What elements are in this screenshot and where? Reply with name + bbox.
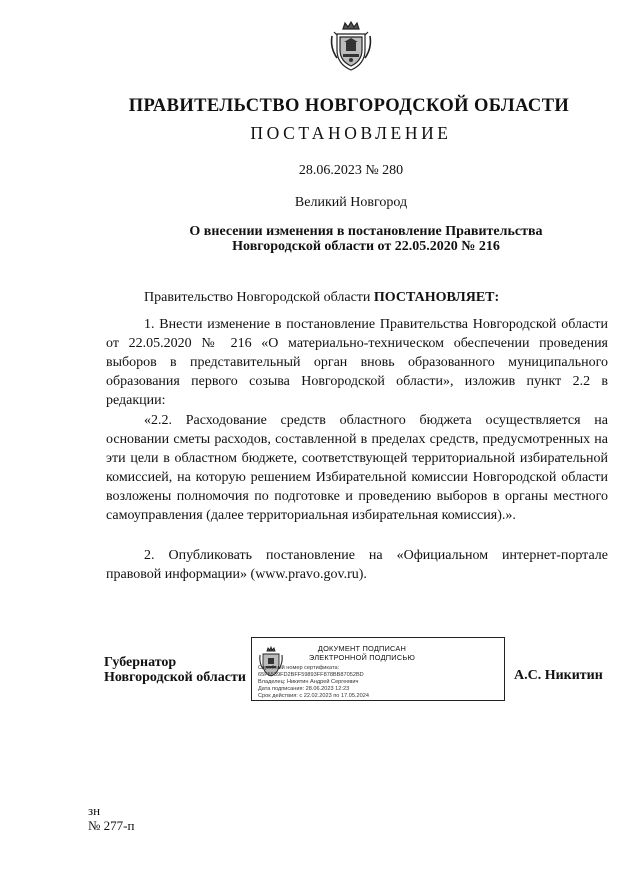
footer-initials: зн [88,803,101,818]
document-date-number: 28.06.2023 № 280 [298,163,404,178]
stamp-heading [292,644,432,662]
item-2-text: 2. Опубликовать постановление на «Официальном интернет-портале правовой информации» (www.pravo.gov.ru). [106,548,608,582]
stamp-validity: Срок действия: с 22.02.2023 по 17.05.2024 [258,693,369,699]
footer-number: № 277-п [88,818,135,833]
signatory-position-line-1: Губернатор [104,655,177,670]
footer-registration [88,803,134,833]
document-city: Великий Новгород [294,195,408,210]
stamp-heading-line-1: ДОКУМЕНТ ПОДПИСАН [317,644,407,653]
subject-line-2: Новгородской области от 22.05.2020 № 216 [232,239,500,254]
stamp-owner: Владелец: Никитин Андрей Сергеевич [258,679,359,685]
coat-of-arms-icon [329,20,373,72]
electronic-signature-stamp [251,637,505,701]
intro-text: Правительство Новгородской области [144,290,374,305]
stamp-signed-date: Дата подписания: 28.06.2023 12:23 [258,686,350,692]
signer-name: А.С. Никитин [514,668,603,683]
document-subject [0,224,640,254]
item-1-paragraph [106,315,608,410]
stamp-cert-label: Серийный номер сертификата: [258,665,340,671]
item-1-text: 1. Внести изменение в постановление Правительства Новгородской области от 22.05.2020 № 216 «О материально-техническом обеспечении проведения выборов в представительный орган вновь образованного муниципального образования первого созыва Новгородской области», изложив пункт 2.2 в редакции: [106,317,608,408]
signatory-position-line-2: Новгородской области [104,670,246,685]
stamp-heading-line-2: ЭЛЕКТРОННОЙ ПОДПИСЬЮ [308,653,416,662]
stamp-cert-number: 65F5539FD2BFF59893FF878BB87052BD [258,672,364,678]
item-1-quote-paragraph [106,411,608,525]
item-2-paragraph [106,546,608,584]
subject-line-1: О внесении изменения в постановление Правительства [189,224,543,239]
intro-paragraph [106,288,608,307]
government-title: ПРАВИТЕЛЬСТВО НОВГОРОДСКОЙ ОБЛАСТИ [128,96,570,116]
document-type: ПОСТАНОВЛЕНИЕ [250,123,452,143]
intro-resolves: ПОСТАНОВЛЯЕТ: [373,290,500,305]
item-1-quote-text: «2.2. Расходование средств областного бюджета осуществляется на основании сметы расходов, составленной в пределах средств, предусмотренных на эти цели в областном бюджете, соответствующей территориальной избирательной комиссией, на которую решением Избирательной комиссии Новгородской области возложены полномочия по подготовке и проведению выборов в органы местного самоуправления (далее территориальная избирательная комиссия).». [106,413,608,523]
